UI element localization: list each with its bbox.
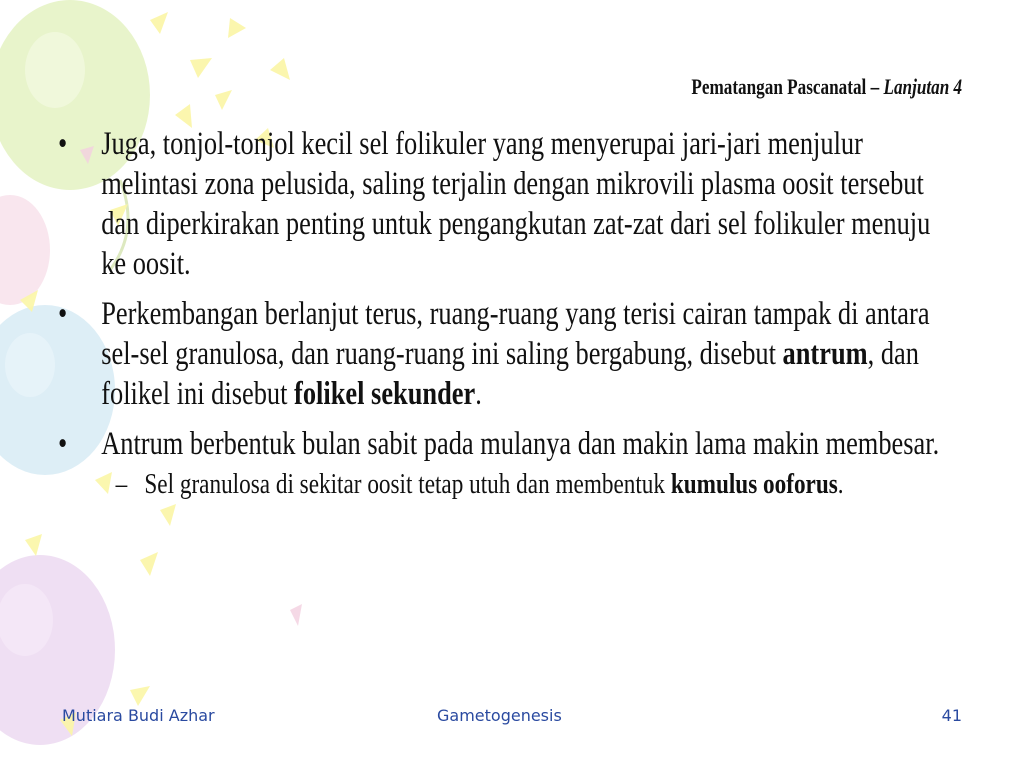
slide-title xyxy=(691,74,962,100)
footer-author: Mutiara Budi Azhar xyxy=(62,706,215,725)
bullet-item xyxy=(58,424,942,502)
term-antrum: antrum xyxy=(782,336,868,372)
slide-title-italic: Lanjutan 4 xyxy=(883,74,962,99)
sub-bullet-marker: – xyxy=(115,468,128,500)
bullet-text: . xyxy=(475,376,482,412)
bullet-item xyxy=(58,294,942,414)
bullet-marker: • xyxy=(58,296,68,332)
bullet-text: Perkembangan berlanjut terus, ruang-ruang yang terisi cairan tampak di antara sel-sel granulosa, dan ruang-ruang ini saling bergabung, disebut xyxy=(101,296,930,372)
bullet-item xyxy=(58,124,942,284)
footer-page-number: 41 xyxy=(941,706,962,725)
bullet-text: , dan folikel ini disebut xyxy=(101,336,919,412)
bullet-text: Antrum berbentuk bulan sabit pada mulanya dan makin lama makin membesar. xyxy=(101,426,940,462)
pink-balloon xyxy=(0,195,50,305)
sub-bullet-item xyxy=(58,466,942,502)
sub-bullet-text: Sel granulosa di sekitar oosit tetap utuh dan membentuk xyxy=(144,468,671,500)
sub-bullet-text: . xyxy=(837,468,844,500)
footer-topic: Gametogenesis xyxy=(437,706,562,725)
term-folikel-sekunder: folikel sekunder xyxy=(294,376,476,412)
bullet-marker: • xyxy=(58,126,68,162)
slide-title-main: Pematangan Pascanatal – xyxy=(691,74,880,99)
bullet-text: Juga, tonjol-tonjol kecil sel folikuler yang menyerupai jari-jari menjulur melintasi zona pelusida, saling terjalin dengan mikrovili plasma oosit tersebut dan diperkirakan penting untuk pengangkutan zat-zat dari sel folikuler menuju ke oosit. xyxy=(101,126,931,282)
bullet-marker: • xyxy=(58,426,68,462)
slide-body xyxy=(58,124,942,512)
term-kumulus-ooforus: kumulus ooforus xyxy=(670,468,838,500)
